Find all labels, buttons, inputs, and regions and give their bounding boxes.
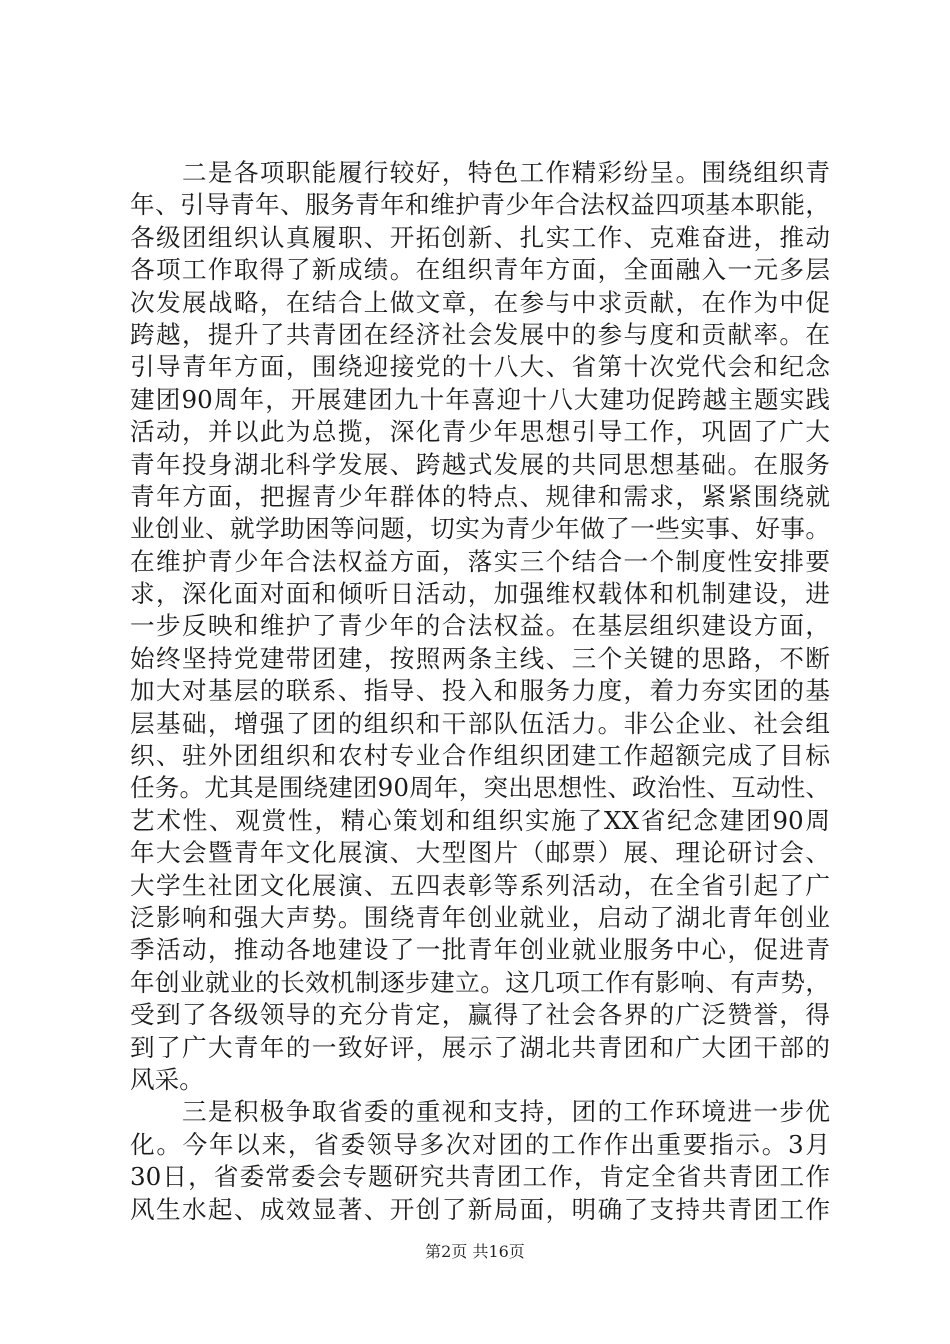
text-line: 活动，并以此为总揽，深化青少年思想引导工作，巩固了广大: [130, 417, 830, 447]
body-text: [130, 157, 830, 1226]
page-number: 第2页 共16页: [425, 1242, 525, 1261]
text-line: 各级团组织认真履职、开拓创新、扎实工作、克难奋进，推动: [130, 222, 830, 252]
text-line: 大学生社团文化展演、五四表彰等系列活动，在全省引起了广: [130, 870, 830, 900]
text-line: 风生水起、成效显著、开创了新局面，明确了支持共青团工作: [130, 1194, 830, 1224]
text-line: 青年方面，把握青少年群体的特点、规律和需求，紧紧围绕就: [130, 481, 830, 511]
text-line: 三是积极争取省委的重视和支持，团的工作环境进一步优: [130, 1097, 830, 1127]
text-line: 织、驻外团组织和农村专业合作组织团建工作超额完成了目标: [130, 741, 830, 771]
text-line: 年大会暨青年文化展演、大型图片（邮票）展、理论研讨会、: [130, 838, 830, 868]
text-line: 季活动，推动各地建设了一批青年创业就业服务中心，促进青: [130, 935, 830, 965]
text-line: 跨越，提升了共青团在经济社会发展中的参与度和贡献率。在: [130, 319, 830, 349]
text-line: 30日，省委常委会专题研究共青团工作，肯定全省共青团工作: [130, 1162, 830, 1192]
text-line: 层基础，增强了团的组织和干部队伍活力。非公企业、社会组: [130, 708, 830, 738]
text-line: 在维护青少年合法权益方面，落实三个结合一个制度性安排要: [130, 546, 830, 576]
text-line: 次发展战略，在结合上做文章，在参与中求贡献，在作为中促: [130, 287, 830, 317]
text-line: 业创业、就学助困等问题，切实为青少年做了一些实事、好事。: [130, 514, 830, 544]
text-line: 风采。: [130, 1064, 204, 1094]
text-line: 到了广大青年的一致好评，展示了湖北共青团和广大团干部的: [130, 1032, 830, 1062]
text-line: 泛影响和强大声势。围绕青年创业就业，启动了湖北青年创业: [130, 902, 830, 932]
text-line: 年、引导青年、服务青年和维护青少年合法权益四项基本职能，: [130, 190, 830, 220]
text-line: 各项工作取得了新成绩。在组织青年方面，全面融入一元多层: [130, 255, 830, 285]
text-line: 引导青年方面，围绕迎接党的十八大、省第十次党代会和纪念: [130, 352, 830, 382]
text-line: 二是各项职能履行较好，特色工作精彩纷呈。围绕组织青: [130, 158, 830, 187]
text-line: 任务。尤其是围绕建团90周年，突出思想性、政治性、互动性、: [130, 773, 830, 803]
text-line: 求，深化面对面和倾听日活动，加强维权载体和机制建设，进: [130, 579, 830, 609]
text-line: 始终坚持党建带团建，按照两条主线、三个关键的思路，不断: [130, 643, 830, 673]
text-line: 加大对基层的联系、指导、投入和服务力度，着力夯实团的基: [130, 676, 830, 706]
text-line: 建团90周年，开展建团九十年喜迎十八大建功促跨越主题实践: [130, 384, 830, 414]
text-line: 化。今年以来，省委领导多次对团的工作作出重要指示。3月: [130, 1129, 830, 1159]
text-line: 一步反映和维护了青少年的合法权益。在基层组织建设方面，: [130, 611, 830, 641]
text-line: 受到了各级领导的充分肯定，赢得了社会各界的广泛赞誉，得: [130, 1000, 830, 1030]
text-line: 艺术性、观赏性，精心策划和组织实施了XX省纪念建团90周: [130, 805, 830, 835]
text-line: 年创业就业的长效机制逐步建立。这几项工作有影响、有声势，: [130, 967, 830, 997]
text-line: 青年投身湖北科学发展、跨越式发展的共同思想基础。在服务: [130, 449, 830, 479]
